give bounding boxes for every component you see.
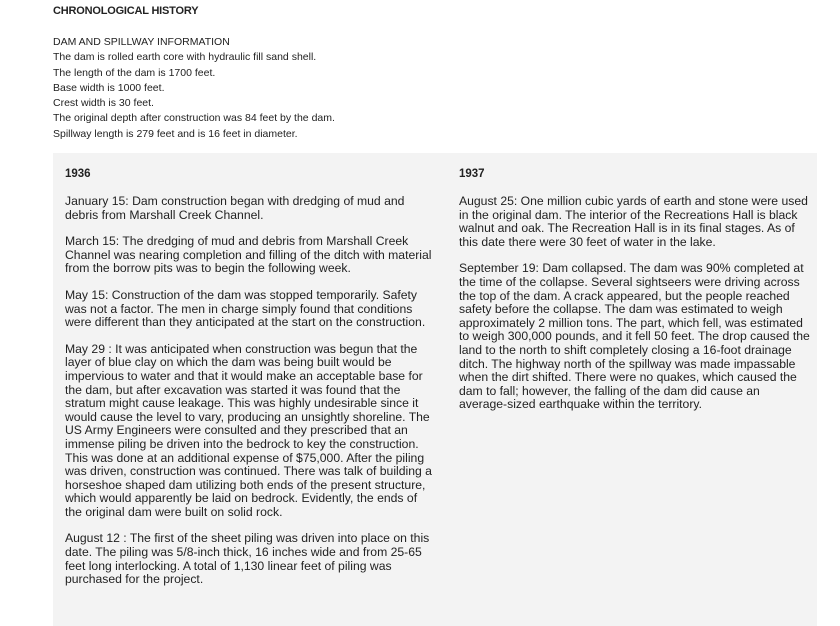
timeline-panel [53, 153, 817, 626]
entry-list [65, 195, 437, 600]
timeline-entry: August 12 : The first of the sheet piling was driven into place on this date. The piling was 5/8-inch thick, 16 inches wide and from 25-65 feet long interlocking. A total of 1,130 linear feet of piling was purchased for the project. [65, 531, 430, 587]
info-line: Crest width is 30 feet. [53, 97, 154, 110]
timeline-entry: August 25: One million cubic yards of earth and stone were used in the original dam. The interior of the Recreations Hall is black walnut and oak. The Recreation Hall is in its final stages. As of this date there were 30 feet of water in the lake. [459, 194, 808, 249]
entry-list [459, 195, 811, 425]
info-heading: DAM AND SPILLWAY INFORMATION [53, 36, 230, 48]
timeline-entry: March 15: The dredging of mud and debris from Marshall Creek Channel was nearing completion and filling of the ditch with material from the borrow pits was to begin the following week. [65, 234, 432, 276]
info-line: The length of the dam is 1700 feet. [53, 66, 216, 79]
timeline-entry: May 15: Construction of the dam was stopped temporarily. Safety was not a factor. The men in charge simply found that conditions were different than they anticipated at the start on the construction. [65, 287, 426, 330]
info-line: Base width is 1000 feet. [53, 81, 165, 94]
timeline-entry: May 29 : It was anticipated when construction was begun that the layer of blue clay on which the dam was being built would be impervious to water and that it would make an acceptable base for the dam, but after excavation was started it was found that the stratum might cause leakage. This was highly undesirable since it would cause the level to vary, producing an unsightly shoreline. The US Army Engineers were consulted and they prescribed that an immense piling be driven into the bedrock to key the construction. This was done at an additional expense of $75,000. After the piling was driven, construction was continued. There was talk of building a horseshoe shaped dam utilizing both ends of the present structure, which would apparently be laid on bedrock. Evidently, the ends of the original dam were built on solid rock. [65, 341, 432, 519]
year-heading: 1936 [65, 168, 91, 180]
info-line: The original depth after construction was 84 feet by the dam. [53, 112, 335, 125]
info-line: The dam is rolled earth core with hydraulic fill sand shell. [53, 51, 317, 64]
year-heading: 1937 [459, 168, 485, 180]
timeline-entry: January 15: Dam construction began with dredging of mud and debris from Marshall Creek Channel. [65, 194, 405, 222]
info-line: Spillway length is 279 feet and is 16 feet in diameter. [53, 127, 298, 140]
section-title: CHRONOLOGICAL HISTORY [53, 5, 199, 17]
dam-info-block [53, 35, 335, 142]
timeline-entry: September 19: Dam collapsed. The dam was 90% completed at the time of the collapse. Several sightseers were driving across the top of the dam. A crack appeared, but the people reached safety before the collapse. The dam was estimated to weigh approximately 2 million tons. The part, which fell, was estimated to weigh 300,000 pounds, and it fell 50 feet. The drop caused the land to the north to shift completely closing a 16-foot drainage ditch. The highway north of the spillway was made impassable when the dirt shifted. There were no quakes, which caused the dam to fall; however, the falling of the dam did cause an average-sized earthquake within the territory. [459, 261, 810, 412]
